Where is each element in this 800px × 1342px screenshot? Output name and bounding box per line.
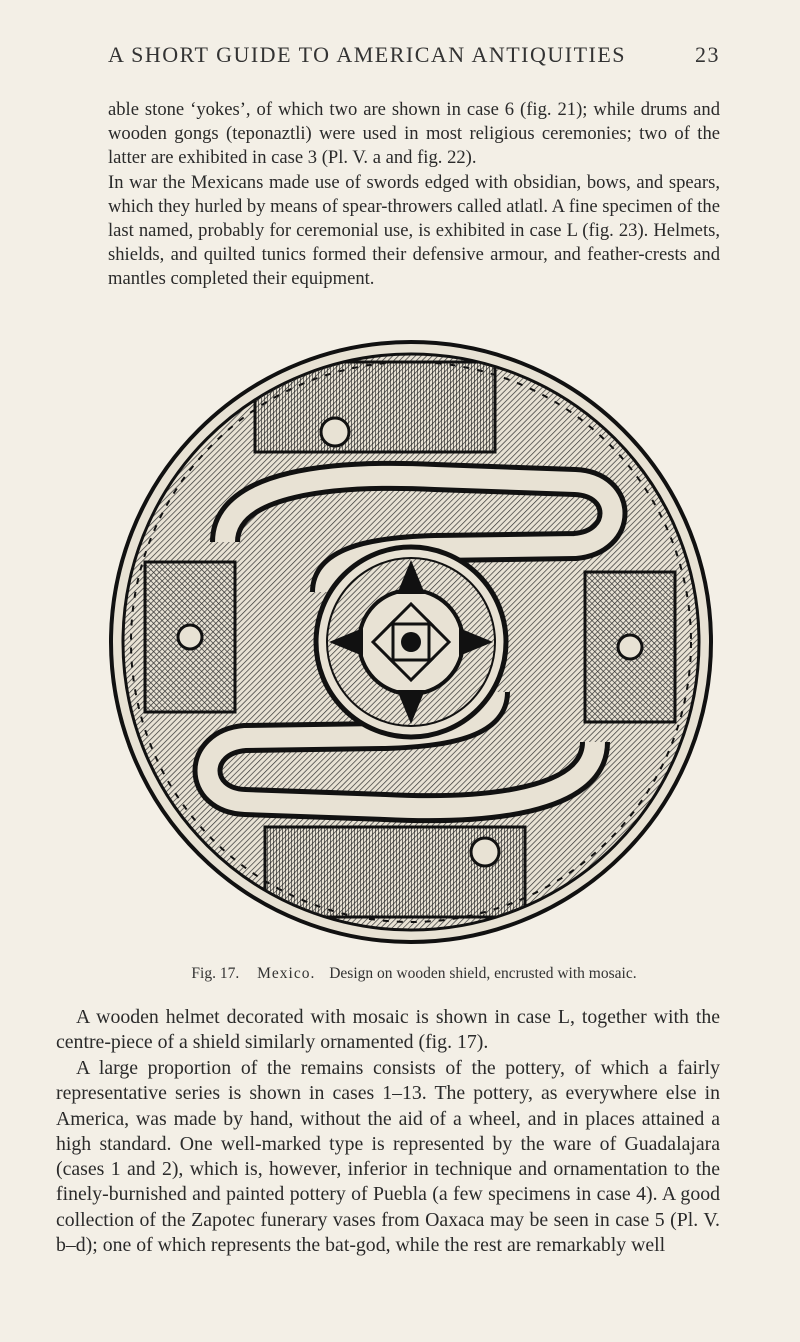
- running-header: [108, 42, 720, 68]
- figure-label: Fig. 17.: [191, 965, 240, 982]
- running-title: A SHORT GUIDE TO AMERICAN ANTIQUITIES: [108, 42, 627, 67]
- paragraph-yokes-drums: able stone ‘yokes’, of which two are shown in case 6 (fig. 21); while drums and wooden gongs (teponaztli) were used in most religious ceremonies; two of the latter are exhibited in case 3 (Pl. V. a and fig. 22).: [108, 99, 720, 169]
- figure-caption: [108, 965, 720, 983]
- paragraph-helmet: A wooden helmet decorated with mosaic is shown in case L, together with the centre-piece of a shield similarly ornamented (fig. 17).: [56, 1006, 720, 1054]
- figure-place: Mexico.: [257, 965, 316, 982]
- paragraph-warfare: In war the Mexicans made use of swords edged with obsidian, bows, and spears, which they hurled by means of spear-throwers called atlatl. A fine specimen of the last named, probably for ceremonial use, is exhibited in case L (fig. 23). Helmets, shields, and quilted tunics formed their defensive armour, and feather-crests and mantles completed their equipment.: [108, 171, 720, 290]
- body-text-top: [108, 98, 720, 292]
- shield-mosaic-figure: [105, 332, 717, 952]
- paragraph-pottery: A large proportion of the remains consists of the pottery, of which a fairly representative series is shown in cases 1–13. The pottery, as everywhere else in America, was made by hand, without the aid of a wheel, and in places attained a high standard. One well-marked type is represented by the ware of Guadalajara (cases 1 and 2), which is, however, inferior in technique and ornamentation to the finely-burnished and painted pottery of Puebla (a few specimens in case 4). A good collection of the Zapotec funerary vases from Oaxaca may be seen in case 5 (Pl. V. b–d); one of which represents the bat-god, while the rest are remarkably well: [56, 1057, 720, 1257]
- figure-caption-text: Design on wooden shield, encrusted with mosaic.: [329, 965, 637, 982]
- page-number: 23: [695, 42, 720, 67]
